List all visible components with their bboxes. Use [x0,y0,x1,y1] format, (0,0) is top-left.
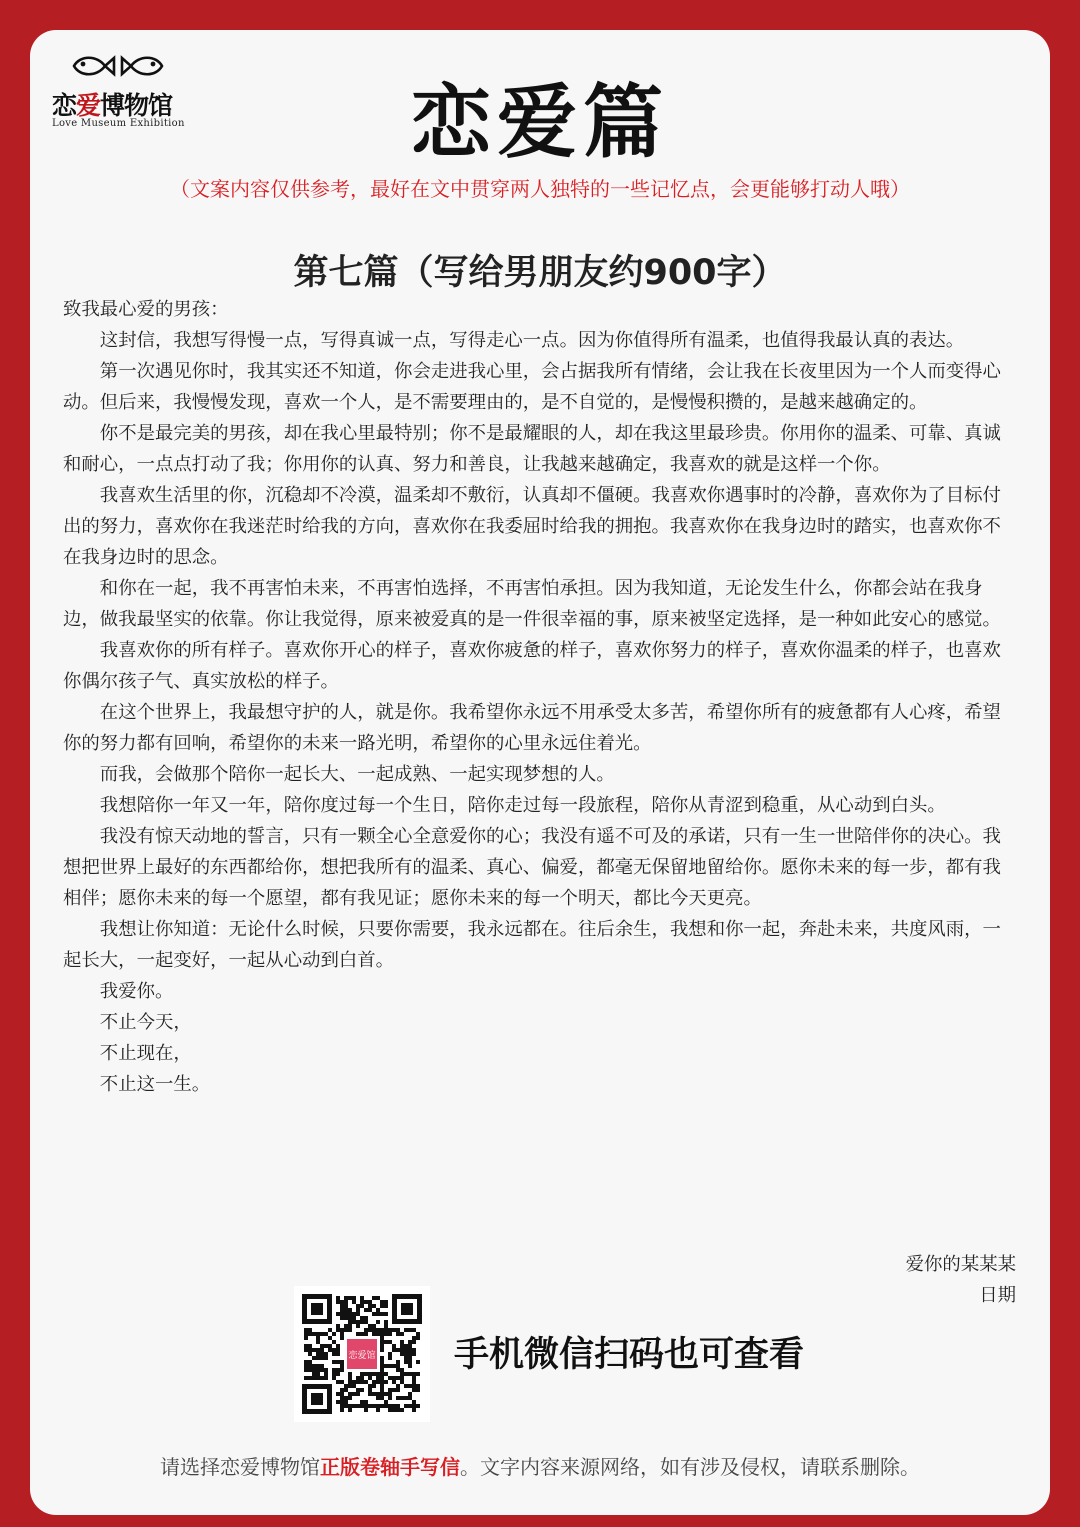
qr-code-graphic [294,1286,430,1422]
letter-paragraph: 我想让你知道：无论什么时候，只要你需要，我永远都在。往后余生，我想和你一起，奔赴未来，共度风雨，一起长大，一起变好，一起从心动到白首。 [63,919,1001,971]
letter-paragraph: 我喜欢你的所有样子。喜欢你开心的样子，喜欢你疲惫的样子，喜欢你努力的样子，喜欢你温柔的样子，也喜欢你偶尔孩子气、真实放松的样子。 [63,640,1001,692]
letter-line: 我爱你。 [99,981,174,1002]
letter-line: 不止这一生。 [99,1074,211,1095]
date-label: 日期 [979,1285,1016,1306]
letter-body [63,294,1007,1100]
wechat-qr-code[interactable] [294,1286,430,1422]
letter-paragraph: 我喜欢生活里的你，沉稳却不冷漠，温柔却不敷衍，认真却不僵硬。我喜欢你遇事时的冷静，喜欢你为了目标付出的努力，喜欢你在我迷茫时给我的方向，喜欢你在我委屈时给我的拥抱。我喜欢你在我身边时的踏实，也喜欢你不在我身边时的思念。 [63,485,1001,568]
scan-hint: 手机微信扫码也可查看 [454,1335,805,1375]
letter-paragraph: 这封信，我想写得慢一点，写得真诚一点，写得走心一点。因为你值得所有温柔，也值得我最认真的表达。 [99,330,965,351]
fish-logo-icon [70,52,166,80]
footer-disclaimer: 请选择恋爱博物馆正版卷轴手写信。文字内容来源网络，如有涉及侵权，请联系删除。 [160,1455,920,1479]
letter-paragraph: 我想陪你一年又一年，陪你度过每一个生日，陪你走过每一段旅程，陪你从青涩到稳重，从心动到白头。 [99,795,946,816]
logo-chinese-name: 恋爱博物馆 [52,91,173,120]
poster-card [30,30,1050,1515]
signature: 爱你的某某某 [905,1254,1016,1275]
logo-english-name: Love Museum Exhibition [52,118,185,129]
letter-greeting: 致我最心爱的男孩： [63,299,229,320]
letter-paragraph: 在这个世界上，我最想守护的人，就是你。我希望你永远不用承受太多苦，希望你所有的疲惫都有人心疼，希望你的努力都有回响，希望你的未来一路光明，希望你的心里永远住着光。 [63,702,1001,754]
chapter-title: 第七篇（写给男朋友约900字） [293,253,787,293]
letter-line: 不止今天， [99,1012,192,1033]
letter-paragraph: 你不是最完美的男孩，却在我心里最特别；你不是最耀眼的人，却在我这里最珍贵。你用你的温柔、可靠、真诚和耐心，一点点打动了我；你用你的认真、努力和善良，让我越来越确定，我喜欢的就是这样一个你。 [63,423,1001,475]
qr-center-label: 恋爱馆 [348,1351,376,1361]
letter-paragraph: 和你在一起，我不再害怕未来，不再害怕选择，不再害怕承担。因为我知道，无论发生什么，你都会站在我身边，做我最坚实的依靠。你让我觉得，原来被爱真的是一件很幸福的事，原来被坚定选择，是一种如此安心的感觉。 [63,578,1001,630]
footer-highlight: 正版卷轴手写信 [320,1455,460,1479]
letter-paragraph: 我没有惊天动地的誓言，只有一颗全心全意爱你的心；我没有遥不可及的承诺，只有一生一世陪伴你的决心。我想把世界上最好的东西都给你，想把我所有的温柔、真心、偏爱，都毫无保留地留给你。愿你未来的每一步，都有我相伴；愿你未来的每一个愿望，都有我见证；愿你未来的每一个明天，都比今天更亮。 [63,826,1001,909]
page-title: 恋爱篇 [411,75,669,169]
reference-note: （文案内容仅供参考，最好在文中贯穿两人独特的一些记忆点，会更能够打动人哦） [170,177,910,201]
letter-line: 不止现在， [99,1043,192,1064]
signature-block [906,1249,1016,1311]
letter-paragraph: 第一次遇见你时，我其实还不知道，你会走进我心里，会占据我所有情绪，会让我在长夜里因为一个人而变得心动。但后来，我慢慢发现，喜欢一个人，是不需要理由的，是不自觉的，是慢慢积攒的，是越来越确定的。 [63,361,1001,413]
letter-paragraph: 而我，会做那个陪你一起长大、一起成熟、一起实现梦想的人。 [99,764,615,785]
